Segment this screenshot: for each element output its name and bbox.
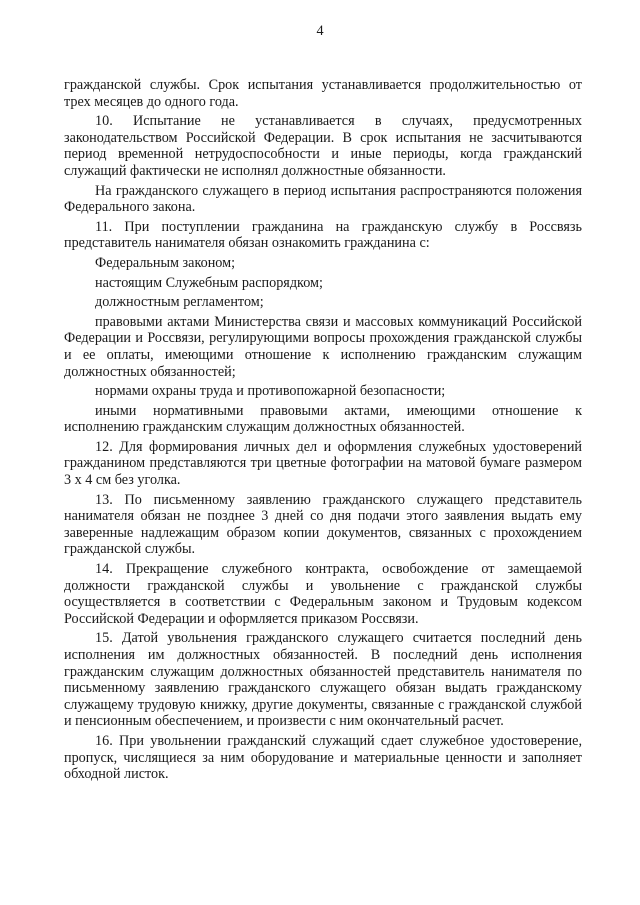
list-item: должностным регламентом;	[95, 294, 264, 311]
paragraph-16: 16. При увольнении гражданский служащий сдает служебное удостоверение, пропуск, числящиеся за ним оборудование и материальные ценности и заполняет обходной листок.	[64, 732, 582, 783]
paragraph-14: 14. Прекращение служебного контракта, освобождение от замещаемой должности гражданской службы и увольнение с гражданской службы осуществляется в соответствии с Федеральным законом и Трудовым кодексом Российской Федерации и оформляется приказом Россвязи.	[64, 561, 582, 627]
paragraph-10: 10. Испытание не устанавливается в случаях, предусмотренных законодательством Российской Федерации. В срок испытания не засчитываются период временной нетрудоспособности и иные периоды, когда гражданский служащий фактически не исполнял должностные обязанности.	[64, 113, 582, 179]
list-item: нормами охраны труда и противопожарной безопасности;	[95, 383, 446, 400]
list-item: иными нормативными правовыми актами, имеющими отношение к исполнению гражданским служащим должностных обязанностей.	[64, 402, 582, 436]
paragraph-13: 13. По письменному заявлению гражданского служащего представитель нанимателя обязан не позднее 3 дней со дня подачи этого заявления выдать ему заверенные надлежащим образом копии документов, связанных с прохождением гражданской службы.	[64, 491, 582, 558]
list-item: правовыми актами Министерства связи и массовых коммуникаций Российской Федерации и Россвязи, регулирующими вопросы прохождения гражданской службы и ее оплаты, имеющими отношение к исполнению гражданским служащим должностных обязанностей;	[64, 313, 582, 380]
paragraph-12: 12. Для формирования личных дел и оформления служебных удостоверений гражданином представляются три цветные фотографии на матовой бумаге размером 3 х 4 см без уголка.	[64, 438, 582, 489]
paragraph-continuation: гражданской службы. Срок испытания устанавливается продолжительностью от трех месяцев до одного года.	[64, 77, 582, 110]
document-body	[64, 77, 582, 783]
paragraph-11: 11. При поступлении гражданина на гражданскую службу в Россвязь представитель нанимателя обязан ознакомить гражданина с:	[64, 218, 582, 252]
paragraph-15: 15. Датой увольнения гражданского служащего считается последний день исполнения им должностных обязанностей. В последний день исполнения гражданским служащим должностных обязанностей представитель нанимателя по письменному заявлению гражданского служащего обязан выдать гражданскому служащему трудовую книжку, другие документы, связанные с гражданской службой и пенсионным обеспечением, и произвести с ним окончательный расчет.	[64, 630, 582, 730]
page-number: 4	[316, 23, 324, 39]
paragraph-probation-provisions: На гражданского служащего в период испытания распространяются положения Федерального закона.	[64, 182, 582, 216]
list-item: Федеральным законом;	[95, 254, 236, 271]
list-item: настоящим Служебным распорядком;	[95, 274, 323, 291]
